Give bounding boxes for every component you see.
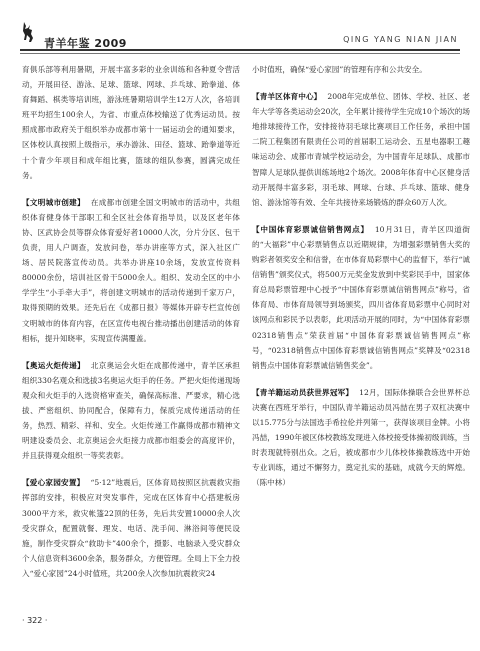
paragraph-world-champion bbox=[252, 385, 470, 491]
yearbook-title: 青羊年鉴 2009 bbox=[44, 37, 127, 50]
paragraph-love-home bbox=[22, 475, 240, 581]
page-number: · 322 · bbox=[22, 616, 48, 625]
paragraph-continuation: 小时值班，确保“爱心家园”的管理有序和公共安全。 bbox=[252, 65, 427, 74]
section-text: 2008年完成单位、团体、学校、社区、老年大学等各类运动会20次，全年累计接待学生完成10个场次的场地排球接待工作，安排接待羽毛球比赛项目工作任务，承担中国二院工程集团有限责任公司的首届职工运动会、五星电器职工趣味运动会、成都市青城学校运动会，为中国青年足球队、成都市智障人足球队提供训练场地2个场次。2008年体育中心区健身活动开展得丰富多彩，羽毛球、网球、台球、乒乓球、篮球、健身馆、游泳馆等有效、全年共接待来场锻炼的群众60万人次。 bbox=[252, 92, 471, 207]
section-tag: 【青羊籍运动员获世界冠军】 bbox=[252, 387, 354, 397]
section-text: 北京奥运会火炬在成都传递中，青羊区承担组织330名观众和选拔3名奥运火炬手的任务。严把火炬传递现场观众和火炬手的入选资格审查关，确保高标准、严要求，精心选拔、严密组织、协同配合，保障有力，保质完成传递活动的任务，热烈、精彩、祥和、安全。火炬传递工作赢得成都市精神文明建设委员会、北京奥运会火炬接力成都市组委会的高度评价，并且获得观众组织一等奖表彰。 bbox=[22, 360, 241, 461]
section-text: “5·12”地震后，区体育局按照区抗震救灾指挥部的安排，积极应对突发事件，完成在区体育中心搭建板房3000平方米，救灾帐篷22顶的任务，先后共安置10000余人次受灾群众，配置就餐、理发、电话、洗手间、淋浴间等便民设施，制作受灾群众“救助卡”400余个，摄影、电脑录入受灾群众个人信息资料3600余条，服务群众，方便管理。全局上下全力投入“爱心家园”24小时值班，共200余人次参加抗震救灾24 bbox=[22, 478, 241, 578]
section-text: 10月31日，青羊区四道街的“大福彩”中心彩票销售点以近期规律，为增强彩票销售大奖的购彩者领奖安全和信誉，在市体育局彩票中心的监督下，举行“诚信销售”颁奖仪式，将500万元奖金发放到中奖彩民手中，国家体育总局彩票管理中心授予“中国体育彩票诚信销售网点”称号，省体育局、市体育局领导到场颁奖，四川省体育局彩票中心同时对该网点和彩民予以表彰，此项活动开展的同时，为“中国体育彩票02318销售点”荣获首届“中国体育彩票诚信销售网点”称号，“02318销售点中国体育彩票诚信销售网点”奖牌及“02318销售点中国体育彩票诚信销售奖金”。 bbox=[252, 224, 471, 370]
section-tag: 【中国体育彩票诚信销售网点】 bbox=[252, 224, 369, 234]
yearbook-english-title: QING YANG NIAN JIAN bbox=[343, 35, 458, 44]
paragraph-sports-center bbox=[252, 89, 470, 210]
paragraph-civilized-city bbox=[22, 195, 240, 346]
right-column bbox=[252, 62, 470, 502]
section-tag: 【文明城市创建】 bbox=[22, 197, 85, 207]
deer-logo-icon bbox=[20, 20, 40, 44]
section-text: 12月，国际体操联合会世界杯总决赛在西班牙举行，中国队青羊籍运动员冯喆在男子双杠决赛中以15.775分与法国选手希拉伦并列第一，获得该项目金牌。小将冯喆，1990年被区体校教练发现进入体校接受体操初级训练，当时表现就特别出众。之后，被成都市少儿体校体操教练选中开始专业训练，通过不懈努力，奠定扎实的基础，成就今天的辉煌。（陈中林） bbox=[252, 387, 470, 488]
paragraph-lottery bbox=[252, 222, 470, 373]
header-rule-thin bbox=[20, 53, 460, 54]
paragraph-sports-training: 育俱乐部等利用暑期，开展丰富多彩的业余训练和各种夏令营活动，开展田径、游泳、足球、篮球、网球、乒乓球、跆拳道、体育舞蹈、棋类等培训班，游泳班暑期培训学生12万人次，各培训班平均招生100余人，为省、市重点体校输送了优秀运动员。按照成都市政府关于组织举办成都市第十一届运动会的通知要求，区体校认真按照上级指示，承办游泳、田径、篮球、跆拳道等近十个青少年项目和成年组比赛，篮球的组队参赛，圆满完成任务。 bbox=[22, 65, 240, 180]
page-header bbox=[0, 0, 480, 55]
section-text: 在成都市创建全国文明城市的活动中，共组织体育健身体干部职工和全区社会体育指导员，以及区老年体协、区武协会员等群众体育爱好者10000人次，分片分区、包干负责，用人户调查，发放问卷，举办讲座等方式，深入社区广场、居民院落宣传动员。共举办讲座10余场，发放宣传资料80000余份，培训社区骨干5000余人。组织、发动全区的中小学学生“小手牵大手”，将创建文明城市的活动传递到千家万户，取得预期的效果。还先后在《成都日报》等媒体开辟专栏宣传创文明城市的体育内容，在区宣传电视台推动播出创建活动的体育相标，提升知晓率，实现宣传满覆盖。 bbox=[22, 197, 241, 343]
section-tag: 【奥运火炬传递】 bbox=[22, 360, 85, 370]
paragraph-olympic-torch bbox=[22, 358, 240, 464]
section-tag: 【爱心家园安置】 bbox=[22, 478, 85, 488]
left-column bbox=[22, 62, 240, 593]
header-rule bbox=[20, 49, 460, 51]
section-tag: 【青羊区体育中心】 bbox=[252, 92, 322, 102]
